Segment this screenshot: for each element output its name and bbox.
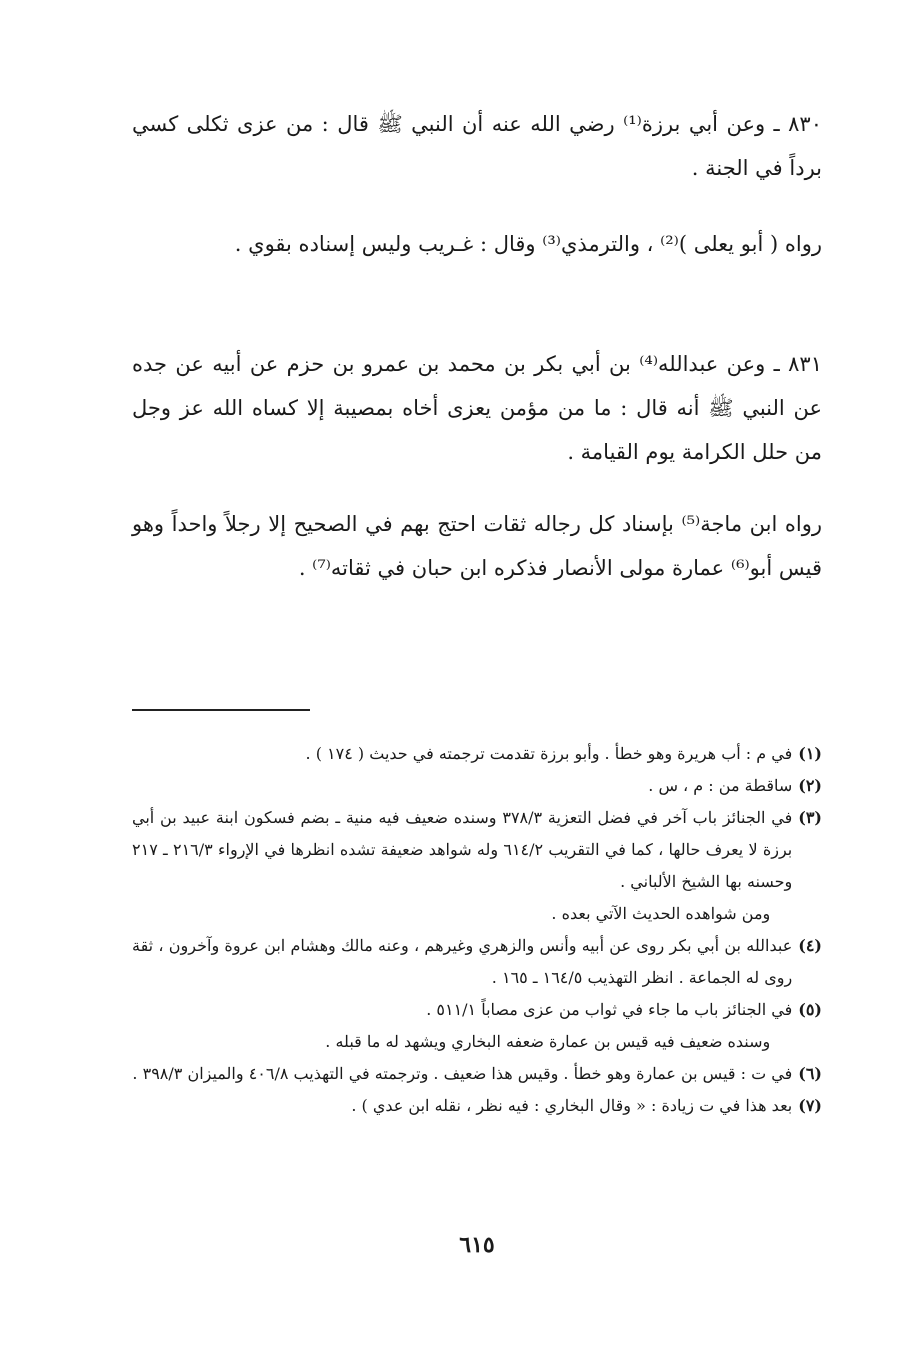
hadith-830-sourcing: [132, 222, 822, 266]
footnote-text: بعد هذا في ت زيادة : « وقال البخاري : فيه نظر ، نقله ابن عدي ) .: [351, 1096, 793, 1115]
footnote-separator: [132, 709, 310, 711]
footnote-7: [132, 1090, 822, 1122]
paragraph-text: رواه ابن ماجة⁽⁵⁾ بإسناد كل رجاله ثقات احتج بهم في الصحيح إلا رجلاً واحداً وهو قيس أبو⁽⁶⁾ عمارة مولى الأنصار فذكره ابن حبان في ثقاته⁽⁷⁾ .: [132, 512, 822, 580]
hadith-831: [132, 342, 822, 474]
footnote-number: (٧): [798, 1096, 822, 1115]
paragraph-text: ٨٣٠ ـ وعن أبي برزة⁽¹⁾ رضي الله عنه أن النبي ﷺ قال : من عزى ثكلى كسي برداً في الجنة .: [132, 112, 822, 180]
footnote-4: [132, 930, 822, 994]
footnote-text: في ت : قيس بن عمارة وهو خطأ . وقيس هذا ضعيف . وترجمته في التهذيب ٤٠٦/٨ والميزان ٣٩٨/٣ .: [132, 1064, 793, 1083]
footnote-6: [132, 1058, 822, 1090]
footnote-1: [132, 738, 822, 770]
footnote-number: (٤): [798, 936, 822, 955]
footnote-text: في م : أب هريرة وهو خطأ . وأبو برزة تقدمت ترجمته في حديث ( ١٧٤ ) .: [305, 744, 793, 763]
hadith-830: [132, 102, 822, 190]
footnotes: [132, 738, 822, 1122]
footnote-2: [132, 770, 822, 802]
footnote-body: [132, 994, 792, 1058]
footnote-number: (٥): [798, 1000, 822, 1019]
footnote-text: في الجنائز باب ما جاء في ثواب من عزى مصاباً ٥١١/١ .: [426, 1000, 793, 1019]
footnote-continuation: ومن شواهده الحديث الآتي بعده .: [551, 904, 771, 923]
footnote-3: [132, 802, 822, 930]
footnote-number: (١): [798, 744, 822, 763]
book-page: [132, 0, 822, 1360]
paragraph-text: رواه ( أبو يعلى )⁽²⁾ ، والترمذي⁽³⁾ وقال : غـريب وليس إسناده بقوي .: [234, 232, 822, 256]
hadith-831-sourcing: [132, 502, 822, 590]
footnote-text: ساقطة من : م ، س .: [648, 776, 793, 795]
footnote-number: (٣): [798, 808, 822, 827]
footnote-text: في الجنائز باب آخر في فضل التعزية ٣٧٨/٣ وسنده ضعيف فيه منية ـ بضم فسكون ابنة عبيد بن أبي برزة لا يعرف حالها ، كما في التقريب ٦١٤/٢ وله شواهد ضعيفة تشده انظرها في الإرواء ٢١٦/٣ ـ ٢١٧ وحسنه بها الشيخ الألباني .: [132, 808, 793, 891]
footnote-continuation: وسنده ضعيف فيه قيس بن عمارة ضعفه البخاري ويشهد له ما قبله .: [325, 1032, 771, 1051]
footnote-5: [132, 994, 822, 1058]
footnote-text: عبدالله بن أبي بكر روى عن أبيه وأنس والزهري وغيرهم ، وعنه مالك وهشام ابن عروة وآخرون ، ثقة روى له الجماعة . انظر التهذيب ١٦٤/٥ ـ ١٦٥ .: [132, 936, 793, 987]
footnote-number: (٦): [798, 1064, 822, 1083]
page-number: ٦١٥: [459, 1232, 495, 1258]
paragraph-text: ٨٣١ ـ وعن عبدالله⁽⁴⁾ بن أبي بكر بن محمد بن عمرو بن حزم عن أبيه عن جده عن النبي ﷺ أنه قال : ما من مؤمن يعزى أخاه بمصيبة إلا كساه الله عز وجل من حلل الكرامة يوم القيامة .: [132, 352, 822, 464]
footnote-body: [132, 802, 792, 930]
footnote-number: (٢): [798, 776, 822, 795]
